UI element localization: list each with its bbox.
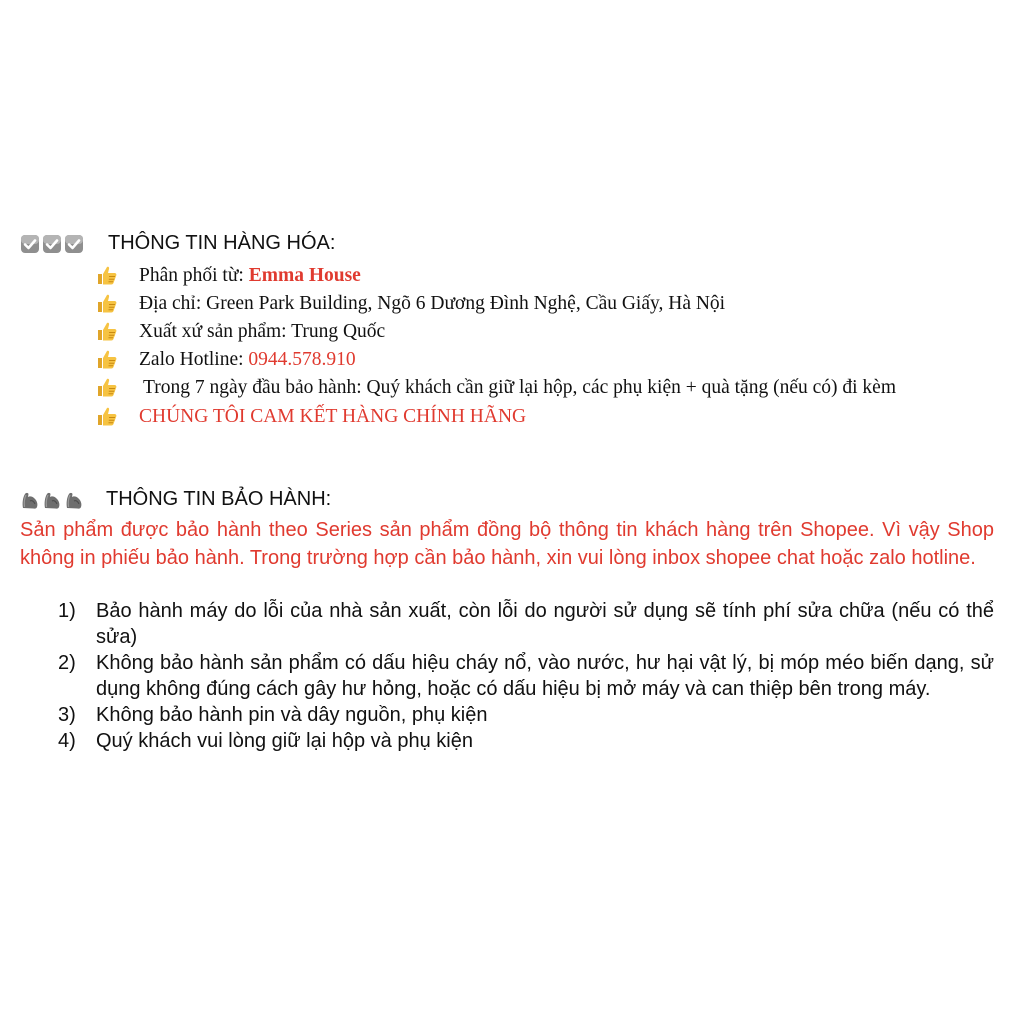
list-number: 4) — [58, 730, 76, 752]
list-item — [96, 374, 994, 402]
warranty-list — [58, 598, 994, 754]
list-item — [96, 318, 994, 346]
flexed-biceps-icon — [64, 490, 84, 510]
check-box-icon — [64, 234, 84, 254]
list-number: 2) — [58, 652, 76, 674]
list-text: Không bảo hành pin và dây nguồn, phụ kiện — [96, 704, 488, 726]
list-number: 1) — [58, 600, 76, 622]
list-text: Bảo hành máy do lỗi của nhà sản xuất, còn lỗi do người sử dụng sẽ tính phí sửa chữa (nếu có thể sửa) — [96, 600, 994, 648]
list-item — [58, 702, 994, 728]
goods-info-list — [96, 262, 994, 431]
list-text: Không bảo hành sản phẩm có dấu hiệu cháy nổ, vào nước, hư hại vật lý, bị móp méo biến dạng, sử dụng không đúng cách gây hư hỏng, hoặc có dấu hiệu bị mở máy và can thiệp bên trong máy. — [96, 652, 994, 700]
thumbs-up-icon — [96, 320, 118, 342]
list-item — [96, 346, 994, 374]
address-text: Địa chỉ: Green Park Building, Ngõ 6 Dương Đình Nghệ, Cầu Giấy, Hà Nội — [139, 293, 726, 314]
biceps-icons-group — [20, 490, 84, 510]
check-box-icon — [42, 234, 62, 254]
warranty-info-heading: THÔNG TIN BẢO HÀNH: — [106, 488, 332, 510]
thumbs-up-icon — [96, 292, 118, 314]
flexed-biceps-icon — [42, 490, 62, 510]
list-text: Quý khách vui lòng giữ lại hộp và phụ kiện — [96, 730, 473, 752]
hotline-value: 0944.578.910 — [248, 349, 356, 370]
thumbs-up-icon — [96, 348, 118, 370]
thumbs-up-icon — [96, 376, 118, 398]
list-item — [58, 728, 994, 754]
check-box-icon — [20, 234, 40, 254]
thumbs-up-icon — [96, 264, 118, 286]
goods-info-heading: THÔNG TIN HÀNG HÓA: — [108, 232, 336, 254]
warranty-intro-text: Sản phẩm được bảo hành theo Series sản phẩm đồng bộ thông tin khách hàng trên Shopee. Vì vậy Shop không in phiếu bảo hành. Trong trường hợp cần bảo hành, xin vui lòng inbox shopee chat hoặc zalo hotline. — [20, 519, 994, 569]
distributor-label: Phân phối từ: — [139, 265, 249, 286]
list-item — [96, 403, 994, 431]
list-item — [58, 650, 994, 702]
thumbs-up-icon — [96, 405, 118, 427]
list-item — [58, 598, 994, 650]
list-item — [96, 262, 994, 290]
warranty-info-heading-row — [20, 488, 331, 511]
list-item — [96, 290, 994, 318]
list-number: 3) — [58, 704, 76, 726]
check-icons-group — [20, 234, 84, 254]
goods-info-heading-row — [20, 232, 335, 255]
commitment-text: CHÚNG TÔI CAM KẾT HÀNG CHÍNH HÃNG — [139, 406, 527, 427]
origin-text: Xuất xứ sản phẩm: Trung Quốc — [139, 321, 386, 342]
flexed-biceps-icon — [20, 490, 40, 510]
seven-days-text: Trong 7 ngày đầu bảo hành: Quý khách cần giữ lại hộp, các phụ kiện + quà tặng (nếu có) đi kèm — [143, 377, 896, 398]
distributor-value: Emma House — [248, 265, 361, 286]
hotline-label: Zalo Hotline: — [139, 349, 249, 370]
